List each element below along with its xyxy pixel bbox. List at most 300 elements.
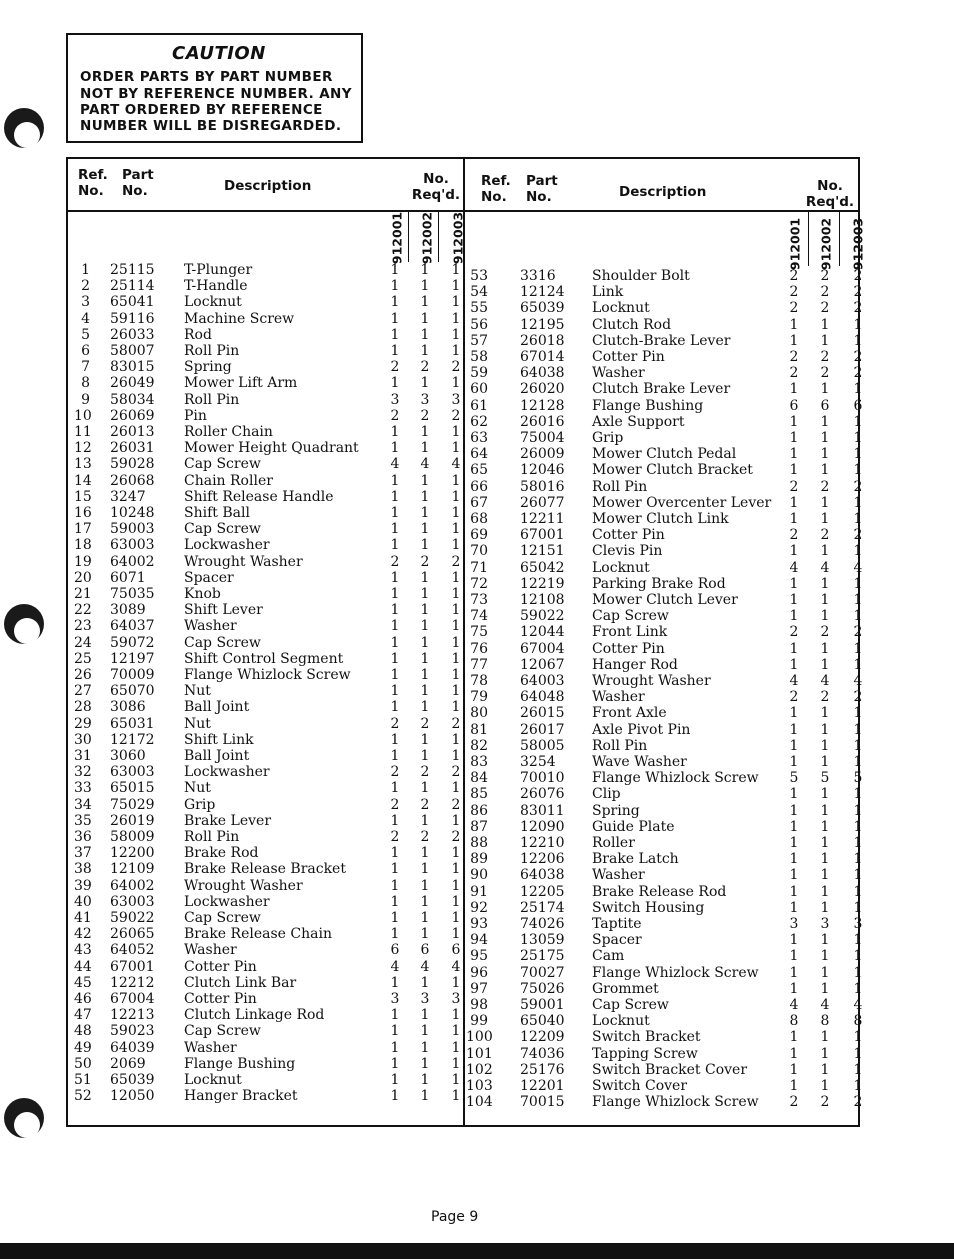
qty-912002: 1 (820, 786, 830, 803)
ref-number: 56 (470, 316, 488, 333)
part-number: 12210 (520, 835, 565, 851)
part-number: 83011 (520, 802, 565, 819)
description: Lockwasher (184, 764, 270, 781)
qty-912003: 1 (451, 521, 461, 538)
qty-912002: 1 (820, 705, 830, 722)
table-row (68, 1061, 863, 1078)
ref-number: 70 (470, 543, 488, 560)
qty-912002: 2 (420, 764, 430, 781)
qty-912002: 1 (420, 683, 430, 700)
qty-912001: 1 (390, 375, 400, 392)
part-number: 12124 (520, 284, 565, 301)
qty-912002: 1 (420, 375, 430, 392)
qty-912001: 1 (789, 430, 799, 446)
qty-912003: 2 (853, 300, 863, 317)
description: Taptite (592, 916, 642, 932)
qty-912003: 2 (451, 829, 461, 845)
qty-912002: 1 (420, 537, 430, 554)
description: Brake Release Bracket (184, 861, 346, 878)
qty-912001: 1 (390, 1055, 400, 1072)
part-number: 26020 (520, 381, 565, 398)
description: Locknut (592, 1013, 650, 1030)
ref-number: 39 (74, 877, 92, 894)
qty-912002: 2 (820, 284, 830, 301)
qty-912003: 1 (853, 656, 863, 673)
ref-number: 14 (74, 472, 92, 489)
ref-number: 60 (470, 381, 488, 398)
description: Mower Clutch Link (592, 511, 729, 527)
qty-912003: 2 (451, 796, 461, 813)
qty-912001: 1 (390, 294, 400, 311)
qty-912002: 1 (420, 1023, 430, 1040)
qty-912003: 1 (451, 618, 461, 635)
qty-912003: 1 (451, 375, 461, 392)
part-number: 70027 (520, 964, 565, 981)
ref-number: 2 (81, 278, 90, 295)
part-number: 67014 (520, 349, 565, 365)
ref-number: 91 (470, 883, 488, 900)
description: Washer (184, 618, 237, 635)
part-number: 70009 (110, 667, 155, 683)
ref-number: 28 (74, 699, 92, 716)
qty-912003: 1 (853, 413, 863, 430)
qty-912001: 1 (789, 608, 799, 625)
description: Mower Clutch Pedal (592, 446, 737, 463)
ref-number: 74 (470, 608, 488, 625)
description: Shift Link (184, 731, 254, 748)
header-ref-left: Ref. No. (78, 167, 108, 199)
model-label-right-1: 912001 (787, 217, 803, 271)
description: Lockwasher (184, 893, 270, 910)
qty-912001: 3 (390, 391, 400, 408)
ref-number: 38 (74, 861, 92, 878)
qty-912002: 4 (420, 958, 430, 975)
qty-912001: 1 (390, 537, 400, 554)
ref-number: 81 (470, 721, 488, 738)
caution-line: PART ORDERED BY REFERENCE (80, 102, 323, 118)
part-number: 12044 (520, 624, 565, 641)
qty-912003: 1 (451, 505, 461, 521)
qty-912001: 2 (789, 300, 799, 317)
qty-912002: 1 (420, 748, 430, 764)
qty-912001: 1 (789, 640, 799, 657)
qty-912003: 1 (451, 294, 461, 311)
qty-912002: 1 (820, 430, 830, 446)
qty-912001: 1 (789, 1078, 799, 1094)
qty-912003: 1 (451, 586, 461, 602)
part-number: 12050 (110, 1088, 155, 1105)
qty-912002: 1 (820, 802, 830, 819)
ref-number: 11 (74, 424, 92, 440)
qty-912001: 1 (390, 893, 400, 910)
qty-912002: 1 (820, 1078, 830, 1094)
qty-912001: 1 (789, 932, 799, 949)
part-number: 67001 (110, 958, 155, 975)
qty-912001: 1 (390, 861, 400, 878)
table-row (68, 721, 863, 738)
table-row (68, 656, 863, 673)
qty-912003: 1 (853, 948, 863, 965)
description: Cotter Pin (184, 958, 257, 975)
qty-912003: 1 (451, 926, 461, 943)
qty-912002: 1 (420, 650, 430, 667)
part-number: 65039 (520, 300, 565, 317)
description: T-Plunger (184, 262, 253, 278)
qty-912003: 1 (853, 543, 863, 560)
qty-912001: 1 (390, 812, 400, 829)
description: Switch Housing (592, 899, 705, 916)
qty-912002: 1 (820, 980, 830, 997)
description: Cap Screw (184, 456, 261, 473)
qty-912003: 1 (853, 802, 863, 819)
qty-912001: 2 (789, 365, 799, 382)
part-number: 25114 (110, 278, 155, 295)
description: Parking Brake Rod (592, 575, 726, 592)
qty-912001: 1 (789, 883, 799, 900)
qty-912003: 1 (451, 845, 461, 862)
caution-title: CAUTION (172, 43, 266, 64)
qty-912003: 2 (853, 527, 863, 544)
ref-number: 24 (74, 634, 92, 651)
part-number: 63003 (110, 893, 155, 910)
qty-912001: 1 (390, 910, 400, 926)
qty-912003: 2 (853, 478, 863, 495)
qty-912002: 1 (420, 1039, 430, 1056)
qty-912003: 1 (451, 634, 461, 651)
qty-912003: 1 (853, 462, 863, 479)
ref-number: 69 (470, 527, 488, 544)
qty-912002: 1 (820, 494, 830, 511)
qty-912003: 1 (451, 424, 461, 440)
qty-912001: 1 (390, 926, 400, 943)
part-number: 12205 (520, 883, 565, 900)
qty-912001: 2 (390, 829, 400, 845)
description: Ball Joint (184, 699, 250, 716)
qty-912002: 2 (420, 796, 430, 813)
qty-912003: 1 (853, 575, 863, 592)
part-number: 65031 (110, 715, 155, 732)
part-number: 65070 (110, 683, 155, 700)
qty-912002: 1 (420, 1088, 430, 1105)
qty-912003: 1 (853, 494, 863, 511)
qty-912001: 1 (390, 569, 400, 586)
ref-number: 57 (470, 332, 488, 349)
qty-912002: 1 (420, 1007, 430, 1024)
part-number: 67001 (520, 527, 565, 544)
qty-912003: 2 (451, 407, 461, 424)
ref-number: 45 (74, 974, 92, 991)
description: Brake Latch (592, 851, 679, 868)
qty-912002: 3 (820, 916, 830, 932)
ref-number: 8 (81, 375, 90, 392)
ref-number: 93 (470, 916, 488, 932)
part-number: 64048 (520, 689, 565, 706)
ref-number: 37 (74, 845, 92, 862)
table-row (68, 802, 863, 819)
ref-number: 71 (470, 559, 488, 576)
qty-912003: 1 (853, 818, 863, 835)
qty-912003: 1 (451, 650, 461, 667)
qty-912001: 1 (789, 592, 799, 608)
qty-912002: 1 (820, 381, 830, 398)
description: Washer (592, 867, 645, 884)
part-number: 12172 (110, 731, 155, 748)
table-row (68, 1029, 863, 1046)
ref-number: 32 (74, 764, 92, 781)
ref-number: 42 (74, 926, 92, 943)
qty-912003: 4 (853, 559, 863, 576)
qty-912001: 1 (789, 543, 799, 560)
qty-912003: 4 (853, 997, 863, 1013)
qty-912003: 1 (451, 569, 461, 586)
description: Grommet (592, 980, 659, 997)
table-row (68, 835, 863, 851)
description: Machine Screw (184, 310, 295, 327)
description: Clip (592, 786, 621, 803)
qty-912001: 1 (789, 980, 799, 997)
part-number: 26031 (110, 440, 155, 457)
description: Knob (184, 586, 221, 602)
qty-912002: 1 (820, 737, 830, 754)
qty-912003: 1 (853, 332, 863, 349)
qty-912001: 1 (789, 332, 799, 349)
ref-number: 82 (470, 737, 488, 754)
description: Hanger Bracket (184, 1088, 298, 1105)
part-number: 12219 (520, 575, 565, 592)
qty-912001: 8 (789, 1013, 799, 1030)
qty-912002: 5 (820, 770, 830, 787)
part-number: 26068 (110, 472, 155, 489)
part-number: 26017 (520, 721, 565, 738)
qty-912002: 1 (420, 472, 430, 489)
ref-number: 102 (466, 1061, 493, 1078)
qty-912002: 2 (820, 300, 830, 317)
binder-hole-top (4, 108, 44, 148)
table-row (68, 770, 863, 787)
ref-number: 104 (466, 1094, 493, 1111)
ref-number: 27 (74, 683, 92, 700)
qty-912003: 5 (853, 770, 863, 787)
qty-912001: 1 (789, 899, 799, 916)
table-row (68, 754, 863, 770)
description: Cap Screw (184, 634, 261, 651)
ref-number: 5 (81, 326, 90, 343)
qty-912001: 1 (390, 488, 400, 505)
description: Cap Screw (184, 1023, 261, 1040)
part-number: 12213 (110, 1007, 155, 1024)
part-number: 64052 (110, 942, 155, 959)
qty-912002: 1 (420, 569, 430, 586)
ref-number: 7 (81, 359, 90, 376)
qty-912001: 1 (789, 381, 799, 398)
ref-number: 68 (470, 511, 488, 527)
table-row (68, 1094, 863, 1111)
qty-912003: 6 (853, 397, 863, 414)
description: Nut (184, 715, 211, 732)
table-row (68, 527, 863, 544)
description: Roller (592, 835, 635, 851)
qty-912003: 4 (853, 673, 863, 689)
ref-number: 33 (74, 780, 92, 797)
part-number: 64002 (110, 553, 155, 570)
description: Roll Pin (592, 737, 648, 754)
part-number: 59003 (110, 521, 155, 538)
part-number: 64003 (520, 673, 565, 689)
qty-912002: 1 (420, 634, 430, 651)
qty-912001: 1 (789, 851, 799, 868)
ref-number: 100 (466, 1029, 493, 1046)
header-description-right: Description (619, 184, 707, 200)
qty-912003: 6 (451, 942, 461, 959)
qty-912003: 1 (451, 1088, 461, 1105)
ref-number: 59 (470, 365, 488, 382)
qty-912001: 1 (390, 1039, 400, 1056)
ref-number: 29 (74, 715, 92, 732)
description: Switch Bracket Cover (592, 1061, 748, 1078)
qty-912001: 1 (390, 1023, 400, 1040)
description: Roll Pin (184, 829, 240, 845)
qty-912002: 6 (820, 397, 830, 414)
description: Locknut (184, 294, 242, 311)
qty-912002: 2 (420, 715, 430, 732)
part-number: 26069 (110, 407, 155, 424)
table-row (68, 1078, 863, 1094)
qty-912002: 1 (820, 1061, 830, 1078)
table-row (68, 1045, 863, 1062)
qty-912003: 2 (451, 359, 461, 376)
ref-number: 18 (74, 537, 92, 554)
qty-912002: 1 (820, 754, 830, 770)
qty-912003: 1 (451, 1023, 461, 1040)
qty-912002: 1 (420, 310, 430, 327)
ref-number: 13 (74, 456, 92, 473)
qty-912002: 1 (420, 278, 430, 295)
qty-912003: 1 (451, 1039, 461, 1056)
qty-912003: 1 (853, 640, 863, 657)
part-number: 26065 (110, 926, 155, 943)
qty-912002: 1 (820, 1029, 830, 1046)
ref-number: 47 (74, 1007, 92, 1024)
ref-number: 75 (470, 624, 488, 641)
ref-number: 97 (470, 980, 488, 997)
table-row (68, 430, 863, 446)
part-number: 26077 (520, 494, 565, 511)
qty-912001: 1 (390, 440, 400, 457)
table-row (68, 478, 863, 495)
qty-912001: 2 (390, 764, 400, 781)
description: Washer (184, 942, 237, 959)
part-number: 75035 (110, 586, 155, 602)
ref-number: 16 (74, 505, 92, 521)
qty-912001: 4 (789, 559, 799, 576)
table-row (68, 689, 863, 706)
qty-912002: 4 (820, 997, 830, 1013)
qty-912003: 1 (451, 310, 461, 327)
qty-912001: 2 (789, 478, 799, 495)
qty-912002: 2 (820, 624, 830, 641)
part-number: 3254 (520, 754, 556, 770)
qty-912003: 1 (451, 974, 461, 991)
qty-912003: 1 (451, 278, 461, 295)
qty-912002: 1 (420, 618, 430, 635)
qty-912002: 1 (820, 446, 830, 463)
qty-912002: 1 (420, 488, 430, 505)
qty-912001: 1 (789, 462, 799, 479)
qty-912003: 2 (451, 553, 461, 570)
ref-number: 77 (470, 656, 488, 673)
table-row (68, 705, 863, 722)
table-row (68, 624, 863, 641)
qty-912001: 1 (390, 602, 400, 619)
part-number: 12200 (110, 845, 155, 862)
qty-912002: 1 (820, 316, 830, 333)
description: Grip (592, 430, 624, 446)
caution-box (66, 33, 363, 143)
qty-912003: 1 (853, 851, 863, 868)
qty-912002: 2 (420, 359, 430, 376)
table-row (68, 349, 863, 365)
qty-912001: 1 (789, 867, 799, 884)
qty-912002: 1 (420, 326, 430, 343)
part-number: 59022 (520, 608, 565, 625)
qty-912002: 6 (420, 942, 430, 959)
qty-912002: 3 (420, 991, 430, 1007)
qty-912001: 6 (390, 942, 400, 959)
qty-912003: 2 (451, 715, 461, 732)
header-part-right: Part No. (526, 173, 558, 205)
ref-number: 76 (470, 640, 488, 657)
qty-912002: 2 (420, 553, 430, 570)
qty-912001: 1 (789, 786, 799, 803)
model-rule-right (808, 212, 809, 266)
qty-912003: 1 (451, 537, 461, 554)
qty-912001: 1 (390, 262, 400, 278)
binder-hole-middle (4, 604, 44, 644)
qty-912001: 4 (789, 997, 799, 1013)
qty-912002: 1 (820, 721, 830, 738)
qty-912002: 1 (820, 899, 830, 916)
qty-912002: 1 (820, 656, 830, 673)
part-number: 3089 (110, 602, 146, 619)
part-number: 59028 (110, 456, 155, 473)
description: Pin (184, 407, 207, 424)
qty-912002: 1 (420, 731, 430, 748)
model-rule-right (839, 212, 840, 266)
table-row (68, 883, 863, 900)
description: Cap Screw (592, 608, 669, 625)
part-number: 25175 (520, 948, 565, 965)
parts-table (66, 157, 866, 1127)
caution-line: NOT BY REFERENCE NUMBER. ANY (80, 86, 352, 102)
qty-912001: 2 (390, 407, 400, 424)
description: Switch Cover (592, 1078, 688, 1094)
part-number: 26018 (520, 332, 565, 349)
ref-number: 80 (470, 705, 488, 722)
description: Locknut (592, 559, 650, 576)
qty-912003: 3 (853, 916, 863, 932)
table-row (68, 397, 863, 414)
description: Washer (592, 365, 645, 382)
ref-number: 55 (470, 300, 488, 317)
qty-912001: 1 (390, 521, 400, 538)
qty-912003: 1 (853, 1061, 863, 1078)
part-number: 67004 (520, 640, 565, 657)
qty-912002: 1 (820, 543, 830, 560)
part-number: 59072 (110, 634, 155, 651)
qty-912002: 1 (820, 948, 830, 965)
qty-912003: 2 (853, 365, 863, 382)
qty-912003: 1 (853, 316, 863, 333)
